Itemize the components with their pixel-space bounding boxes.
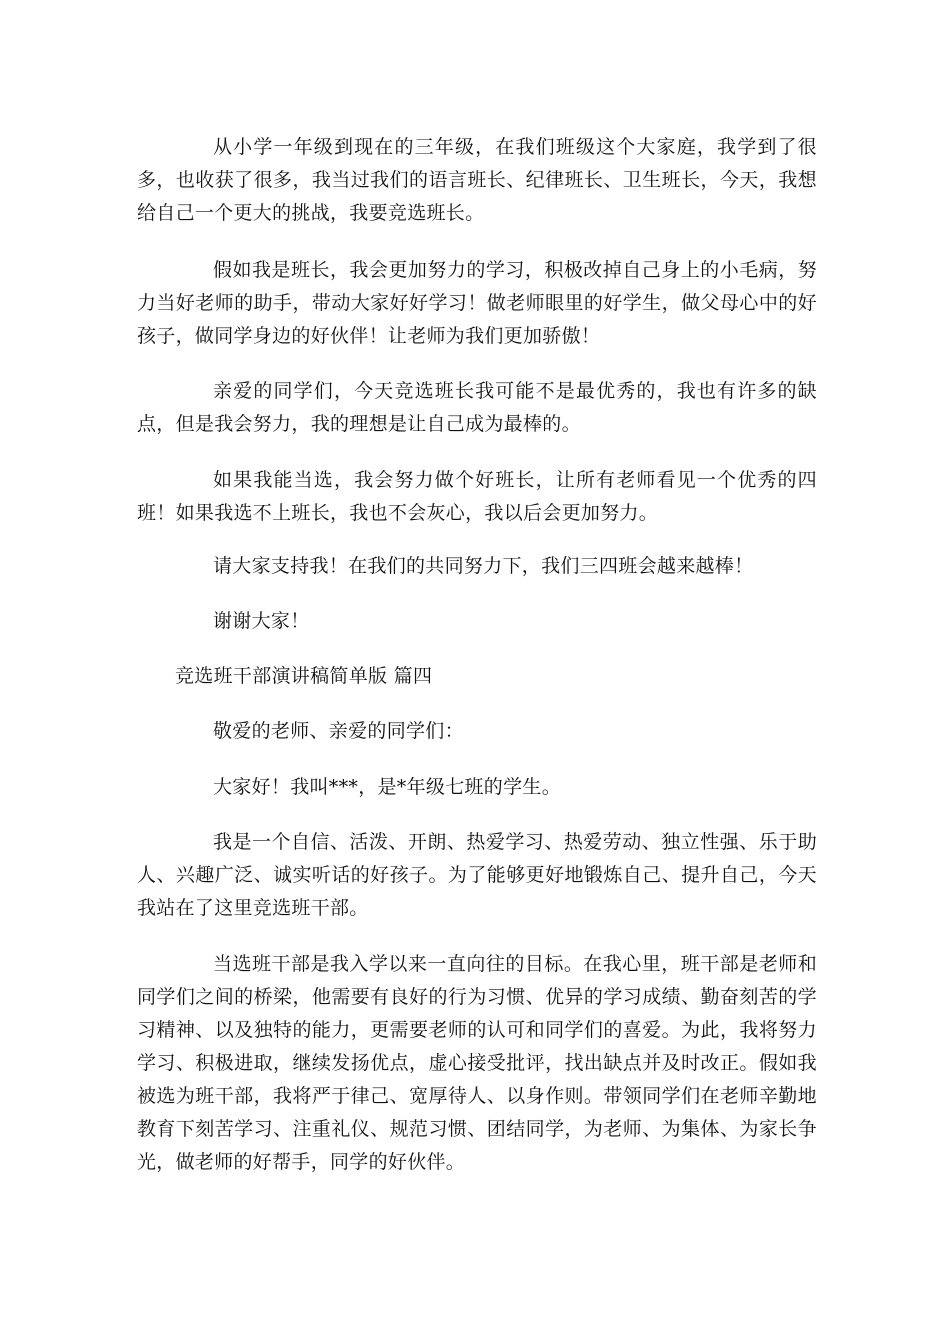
paragraph-dear-classmates: 亲爱的同学们，今天竞选班长我可能不是最优秀的，我也有许多的缺点，但是我会努力，我的理想是让自己成为最棒的。 — [137, 380, 817, 435]
paragraph-class-experience: 从小学一年级到现在的三年级，在我们班级这个大家庭，我学到了很多，也收获了很多，我当过我们的语言班长、纪律班长、卫生班长，今天，我想给自己一个更大的挑战，我要竞选班长。 — [137, 136, 817, 224]
paragraph-personality: 我是一个自信、活泼、开朗、热爱学习、热爱劳动、独立性强、乐于助人、兴趣广泛、诚实听话的好孩子。为了能够更好地锻炼自己、提升自己，今天我站在了这里竞选班干部。 — [137, 831, 817, 919]
paragraph-thanks: 谢谢大家！ — [213, 610, 310, 632]
section-heading: 竞选班干部演讲稿简单版 篇四 — [175, 665, 433, 687]
paragraph-self-intro: 大家好！我叫***，是*年级七班的学生。 — [213, 776, 562, 798]
paragraph-goal: 当选班干部是我入学以来一直向往的目标。在我心里，班干部是老师和同学们之间的桥梁，他需要有良好的行为习惯、优异的学习成绩、勤奋刻苦的学习精神、以及独特的能力，更需要老师的认可和同学们的喜爱。为此，我将努力学习、积极进取，继续发扬优点，虚心接受批评，找出缺点并及时改正。假如我被选为班干部，我将严于律己、宽厚待人、以身作则。带领同学们在老师辛勤地教育下刻苦学习、注重礼仪、规范习惯、团结同学，为老师、为集体、为家长争光，做老师的好帮手，同学的好伙伴。 — [137, 953, 817, 1173]
paragraph-if-elected: 如果我能当选，我会努力做个好班长，让所有老师看见一个优秀的四班！如果我选不上班长，我也不会灰心，我以后会更加努力。 — [137, 469, 817, 524]
paragraph-salutation: 敬爱的老师、亲爱的同学们： — [213, 720, 464, 742]
paragraph-support-me: 请大家支持我！在我们的共同努力下，我们三四班会越来越棒！ — [213, 555, 754, 577]
paragraph-if-monitor: 假如我是班长，我会更加努力的学习，积极改掉自己身上的小毛病，努力当好老师的助手，带动大家好好学习！做老师眼里的好学生，做父母心中的好孩子，做同学身边的好伙伴！让老师为我们更加骄傲！ — [137, 259, 817, 347]
